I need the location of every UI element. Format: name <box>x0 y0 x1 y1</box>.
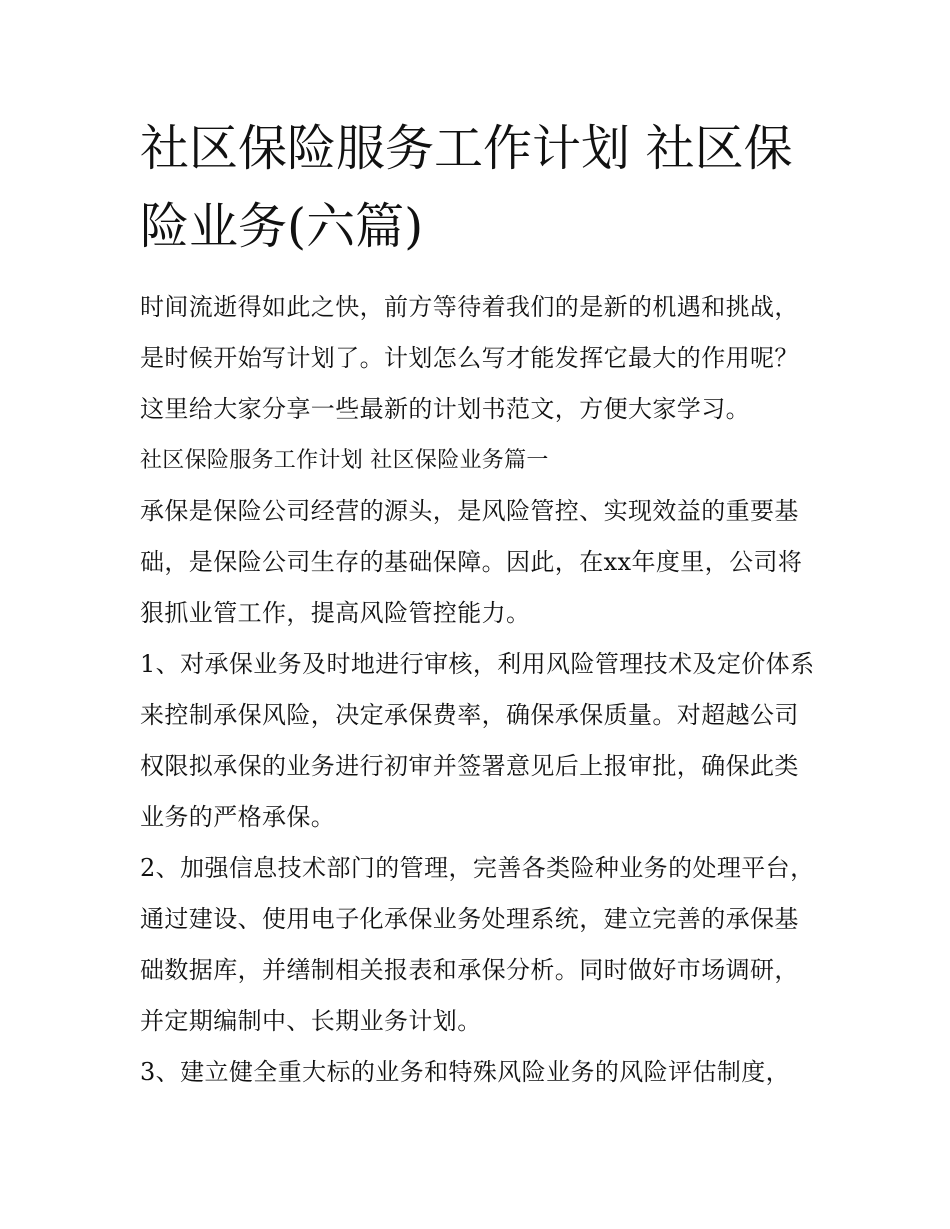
body-paragraph: 2、加强信息技术部门的管理，完善各类险种业务的处理平台，通过建设、使用电子化承保业务处理系统，建立完善的承保基础数据库，并缮制相关报表和承保分析。同时做好市场调研，并定期编制中、长期业务计划。 <box>140 854 815 1035</box>
body-paragraph: 1、对承保业务及时地进行审核，利用风险管理技术及定价体系来控制承保风险，决定承保费率，确保承保质量。对超越公司权限拟承保的业务进行初审并签署意见后上报审批，确保此类业务的严格承保。 <box>140 650 815 831</box>
document-page <box>140 110 820 1098</box>
document-title: 社区保险服务工作计划 社区保险业务(六篇) <box>140 120 793 255</box>
body-paragraph: 承保是保险公司经营的源头，是风险管控、实现效益的重要基础，是保险公司生存的基础保障。因此，在xx年度里，公司将狠抓业管工作，提高风险管控能力。 <box>140 497 803 627</box>
intro-paragraph: 时间流逝得如此之快，前方等待着我们的是新的机遇和挑战，是时候开始写计划了。计划怎么写才能发挥它最大的作用呢？这里给大家分享一些最新的计划书范文，方便大家学习。 <box>140 293 799 423</box>
body-paragraph: 3、建立健全重大标的业务和特殊风险业务的风险评估制度， <box>140 1058 791 1086</box>
section-heading: 社区保险服务工作计划 社区保险业务篇一 <box>140 448 549 473</box>
document-body <box>140 282 820 1098</box>
